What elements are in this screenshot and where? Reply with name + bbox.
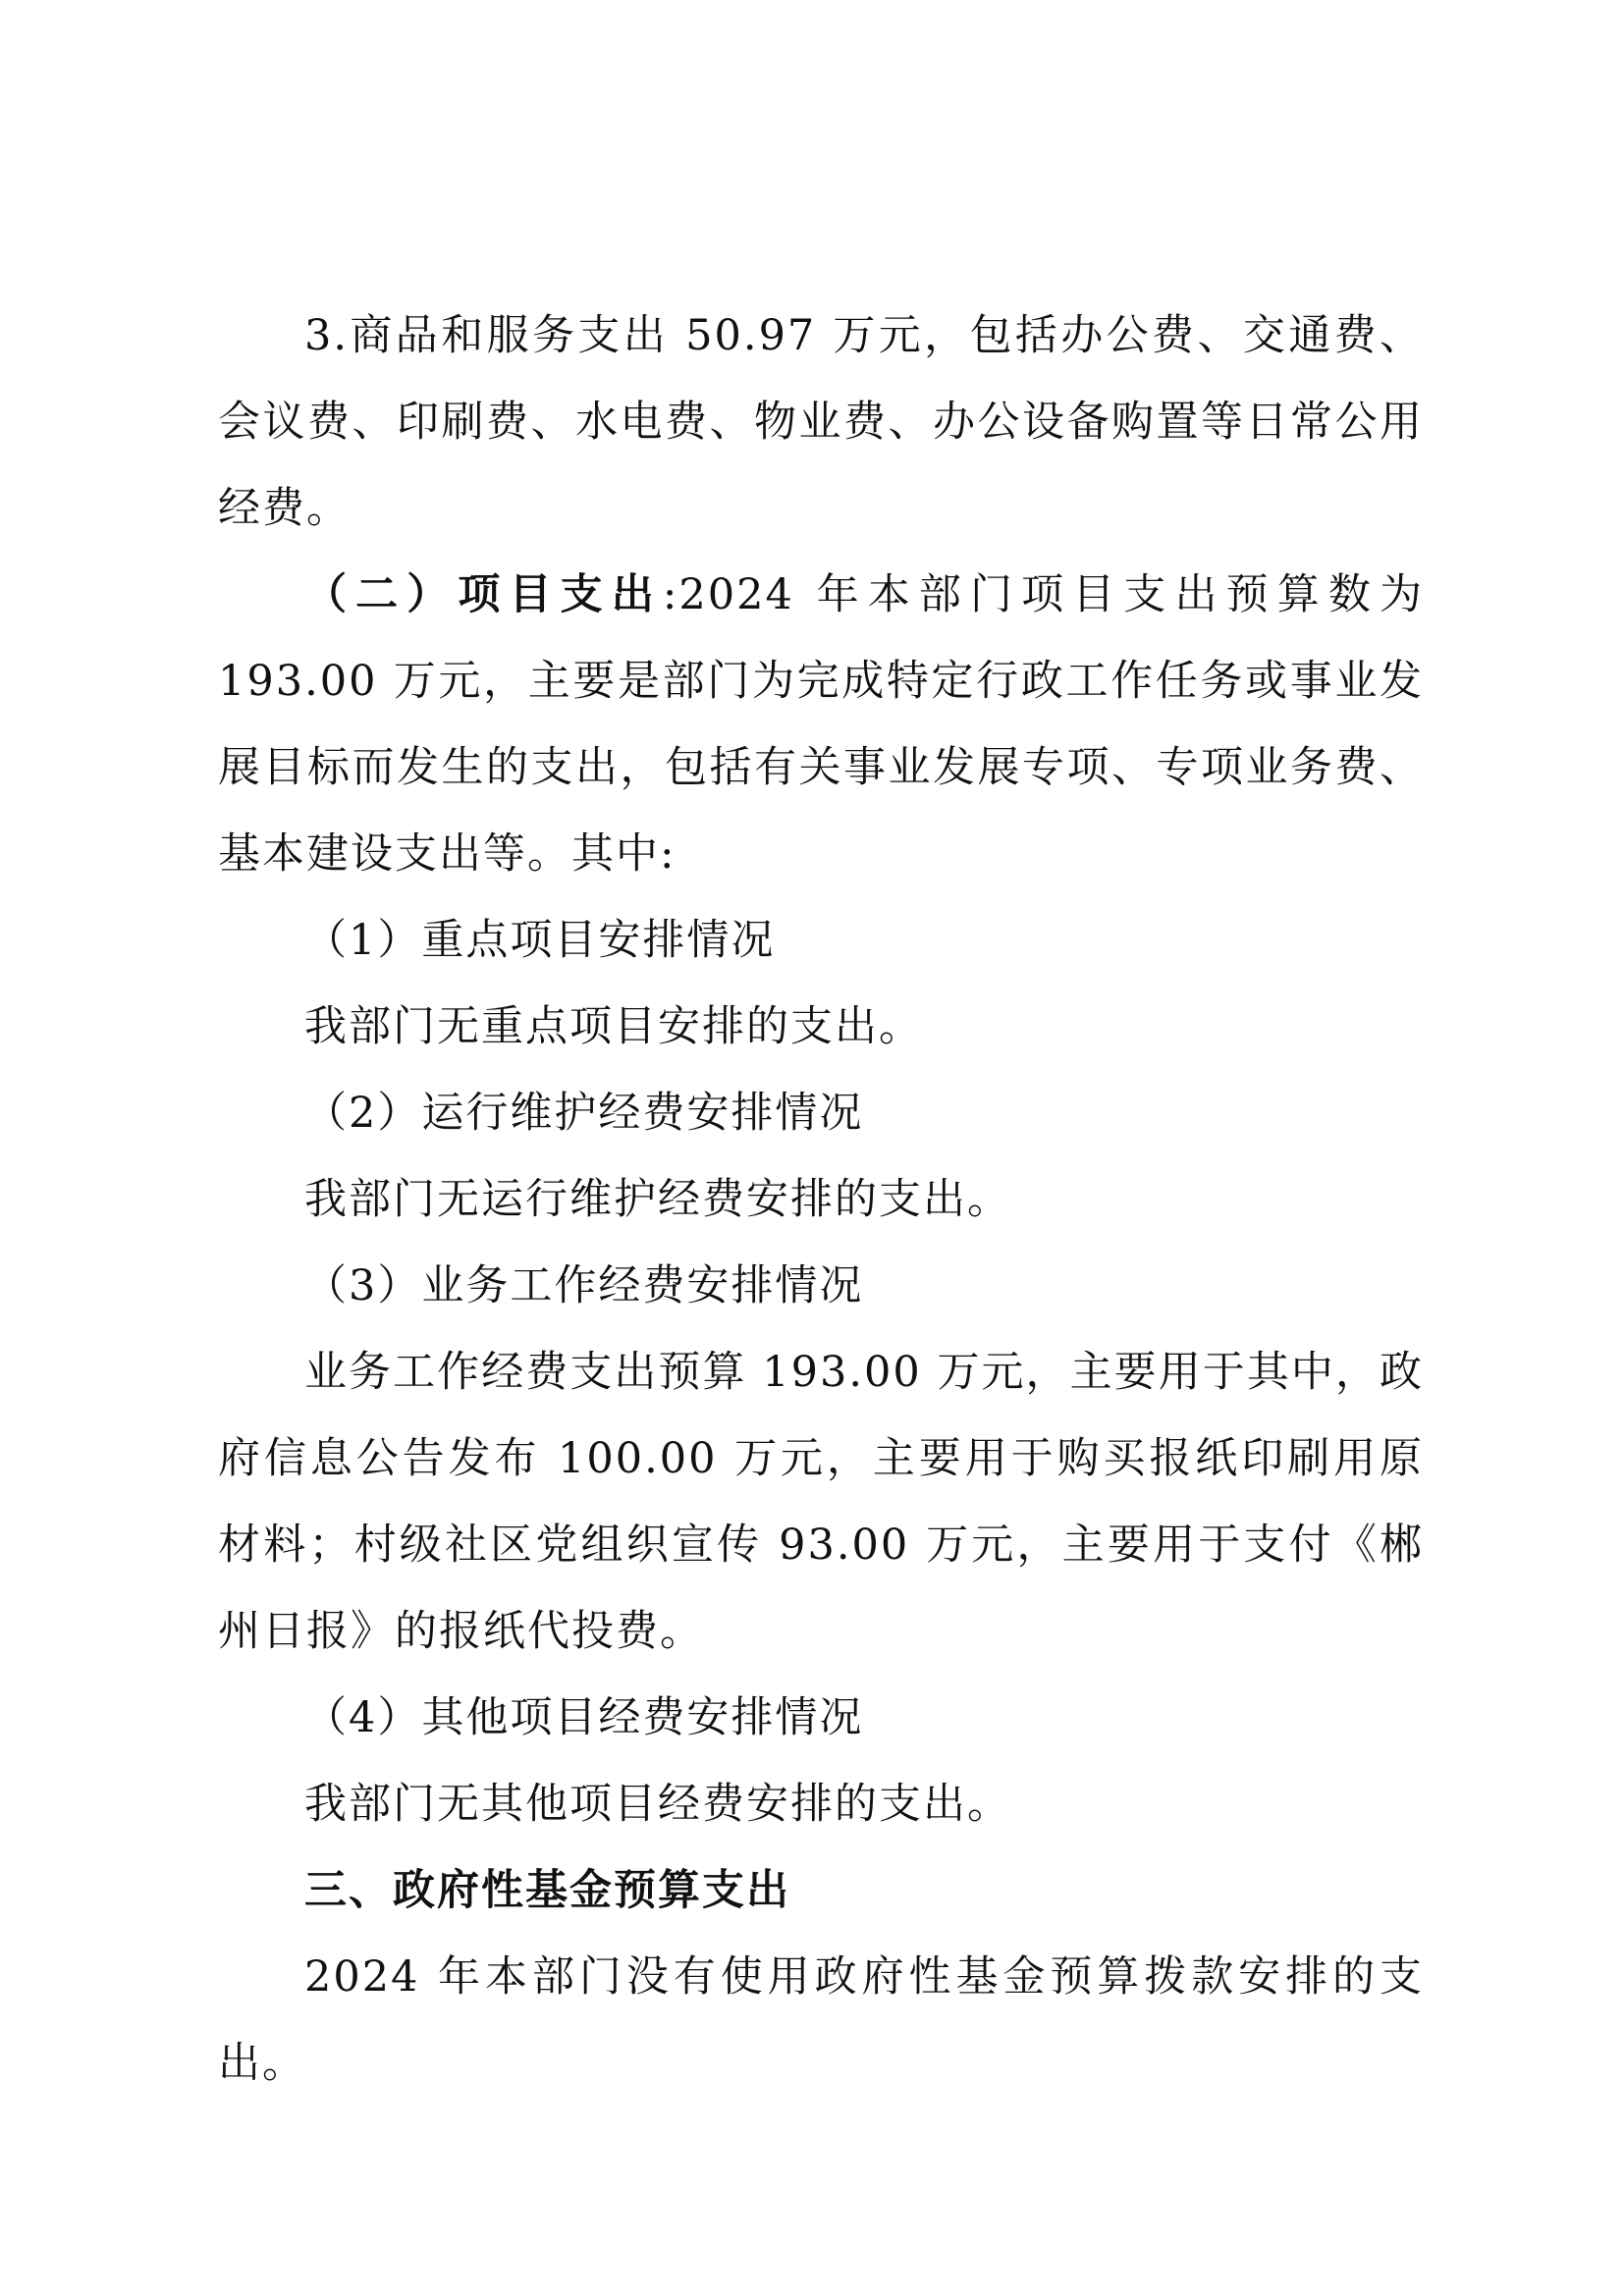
document-body xyxy=(218,293,1424,2107)
item4-text: 我部门无其他项目经费安排的支出。 xyxy=(304,1780,1011,1829)
section3-heading: 三、政府性基金预算支出 xyxy=(304,1866,790,1915)
item2-title: （2）运行维护经费安排情况 xyxy=(304,1089,864,1138)
item2-text: 我部门无运行维护经费安排的支出。 xyxy=(304,1175,1011,1224)
section3-text: 2024 年本部门没有使用政府性基金预算拨款安排的支出。 xyxy=(218,1952,1424,2088)
item1-title: （1）重点项目安排情况 xyxy=(304,916,776,965)
item1-text: 我部门无重点项目安排的支出。 xyxy=(304,1002,923,1051)
project-expenditure-text: :2024 年本部门项目支出预算数为 193.00 万元，主要是部门为完成特定行政工作任务或事业发展目标而发生的支出，包括有关事业发展专项、专项业务费、基本建设支出等。其中: xyxy=(218,570,1424,879)
project-expenditure-heading: （二）项目支出 xyxy=(304,570,663,619)
paragraph-goods-services: 3.商品和服务支出 50.97 万元，包括办公费、交通费、会议费、印刷费、水电费、物业费、办公设备购置等日常公用经费。 xyxy=(218,311,1424,533)
item4-title: （4）其他项目经费安排情况 xyxy=(304,1693,864,1742)
paragraph-project-expenditure xyxy=(218,552,1424,897)
item3-text: 业务工作经费支出预算 193.00 万元，主要用于其中，政府信息公告发布 100.00 万元，主要用于购买报纸印刷用原材料；村级社区党组织宣传 93.00 万元，主要用于支付《郴州日报》的报纸代投费。 xyxy=(218,1348,1424,1656)
item3-title: （3）业务工作经费安排情况 xyxy=(304,1261,864,1310)
